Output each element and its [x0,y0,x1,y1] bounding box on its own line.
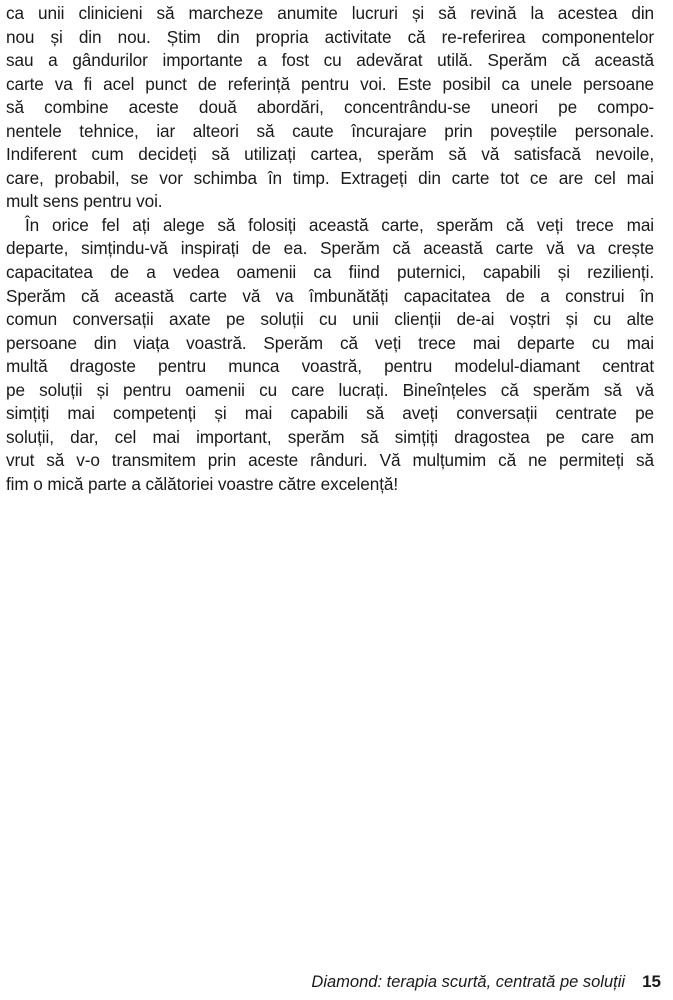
text-line: persoane din viața voastră. Sperăm că veți trece mai departe cu mai [6,332,654,353]
text-line: nou și din nou. Știm din propria activitate că re-referirea componentelor [6,26,654,47]
text-line: vrut să v-o transmitem prin aceste rânduri. Vă mulțumim că ne permiteți să [6,450,654,471]
text-line: sau a gândurilor importante a fost cu adevărat utilă. Sperăm că această [6,50,654,71]
text-line: comun conversații axate pe soluții cu unii clienții de-ai voștri și cu alte [6,309,654,330]
paragraph-1 [6,2,654,214]
text-line: Indiferent cum decideți să utilizați cartea, sperăm să vă satisfacă nevoile, [6,144,654,165]
running-title: Diamond: terapia scurtă, centrată pe soluții [311,973,626,991]
text-line: care, probabil, se vor schimba în timp. Extrageți din carte tot ce are cel mai [6,167,654,188]
paragraph-2 [6,214,654,497]
text-line: fim o mică parte a călătoriei voastre către excelență! [6,473,399,494]
text-line: simțiți mai competenți și mai capabili să aveți conversații centrate pe [6,403,654,424]
text-line: multă dragoste pentru munca voastră, pentru modelul-diamant centrat [6,356,654,377]
page-footer [311,972,661,992]
text-line: capacitatea de a vedea oamenii ca fiind puternici, capabili și rezilienți. [6,262,654,283]
page-number: 15 [642,972,661,991]
text-line: soluții, dar, cel mai important, sperăm să simțiți dragostea pe care am [6,426,654,447]
text-line: În orice fel ați alege să folosiți această carte, sperăm că veți trece mai [25,214,654,235]
text-line: pe soluții și pentru oamenii cu care lucrați. Bineînțeles că sperăm să vă [6,379,654,400]
text-line: ca unii clinicieni să marcheze anumite lucruri și să revină la acestea din [6,3,654,23]
text-line: mult sens pentru voi. [6,191,163,212]
text-line: departe, simțindu-vă inspirați de ea. Sperăm că această carte vă va crește [6,238,654,259]
text-line: Sperăm că această carte vă va îmbunătăți capacitatea de a construi în [6,285,654,306]
page-body [6,2,654,496]
text-line: carte va fi acel punct de referință pentru voi. Este posibil ca unele persoane [6,73,654,94]
text-line: nentele tehnice, iar alteori să caute încurajare prin poveștile personale. [6,120,654,141]
text-line: să combine aceste două abordări, concentrându-se uneori pe compo- [6,97,654,118]
